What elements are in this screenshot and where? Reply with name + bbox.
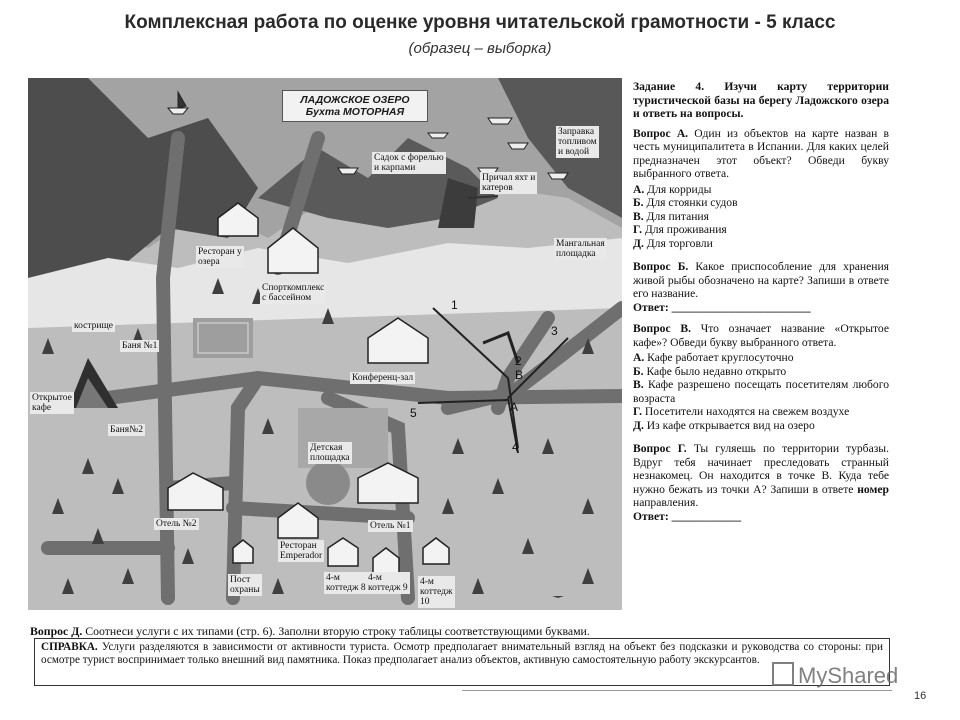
option-letter: Г. <box>633 405 642 418</box>
option-text: Для питания <box>643 209 709 223</box>
option-text: Кафе работает круглосуточно <box>644 351 794 364</box>
question-g-tail: направления. <box>633 496 699 509</box>
label-conference-hall: Конференц-зал <box>352 373 414 383</box>
question-a-option[interactable] <box>633 237 889 251</box>
label-kids-ground: Детская площадка <box>310 443 350 463</box>
option-text: Для стоянки судов <box>643 196 738 209</box>
tourist-base-map <box>28 78 622 610</box>
option-text: Из кафе открывается вид на озеро <box>643 418 815 432</box>
page-subtitle: (образец – выборка) <box>408 40 552 57</box>
question-b <box>633 260 889 314</box>
question-v-head: Вопрос В. <box>633 322 691 335</box>
lake-title-line2: Бухта МОТОРНАЯ <box>305 106 405 118</box>
option-letter: В. <box>633 378 644 391</box>
option-letter: Г. <box>633 223 642 236</box>
question-d-text: Соотнеси услуги с их типами (стр. 6). Заполни вторую строку таблицы соответствующими буквами. <box>82 624 590 638</box>
question-d-head: Вопрос Д. <box>30 624 83 638</box>
question-v <box>633 322 889 349</box>
label-hotel-1: Отель №1 <box>370 521 411 531</box>
label-grill: Мангальная площадка <box>556 239 605 259</box>
question-v-option[interactable] <box>633 365 889 379</box>
question-a-head: Вопрос А. <box>633 126 689 140</box>
option-text: Для торговли <box>643 236 713 250</box>
option-text: Для корриды <box>644 182 712 196</box>
reference-text: Услуги разделяются в зависимости от активности туриста. Осмотр предполагает внимательный взгляд на объект без подсказки и руководства со стороны: при осмотре турист воспринимает только внешний вид памятника. Показ предполагает анализ объектов, активную самостоятельную работу экскурсантов. <box>41 641 883 666</box>
sport-court <box>193 318 253 358</box>
question-a-option[interactable] <box>633 196 889 210</box>
watermark-logo-icon <box>772 662 794 686</box>
question-v-option[interactable] <box>633 351 889 365</box>
question-g-head: Вопрос Г. <box>633 442 687 455</box>
point-3: 3 <box>551 324 558 338</box>
label-restaurant-emperador: Ресторан Emperador <box>280 541 323 561</box>
label-open-cafe: Открытое кафе <box>32 393 72 413</box>
map-drawing <box>28 78 622 610</box>
watermark <box>772 662 898 689</box>
option-letter: В. <box>633 209 644 223</box>
lake-title-line1: ЛАДОЖСКОЕ ОЗЕРО <box>300 94 410 106</box>
page-number: 16 <box>914 690 927 702</box>
option-letter: Б. <box>633 196 644 209</box>
question-g-answer[interactable]: Ответ: ____________ <box>633 509 742 523</box>
reference-box <box>34 638 890 686</box>
questions-column <box>633 80 889 529</box>
option-letter: Д. <box>633 236 644 250</box>
question-g <box>633 442 889 523</box>
point-4: 4 <box>512 440 519 454</box>
question-v-options <box>633 351 889 432</box>
option-text: Посетители находятся на свежем воздухе <box>641 405 850 418</box>
label-security-post: Пост охраны <box>230 575 260 595</box>
point-a: А <box>510 400 519 414</box>
question-d <box>30 624 890 639</box>
label-cottage-8: 4-м коттедж 8 <box>326 573 366 593</box>
question-g-bold: номер <box>857 482 889 496</box>
question-b-text: Какое приспособление для хранения живой рыбы обозначено на карте? Запиши в ответе его название. <box>633 260 890 300</box>
option-letter: А. <box>633 351 645 364</box>
label-bath-1: Баня №1 <box>122 341 158 351</box>
question-a <box>633 127 889 181</box>
label-sport-complex: Спорткомплекс с бассейном <box>262 283 325 303</box>
question-a-options <box>633 183 889 251</box>
question-v-option[interactable] <box>633 405 889 419</box>
label-fuel: Заправка топливом и водой <box>558 127 597 157</box>
option-text: Для проживания <box>641 223 727 236</box>
question-g-text: Ты гуляешь по территории турбазы. Вдруг тебя начинает преследовать странный незнакомец. Он находится в точке В. Куда тебе нужно бежать из точки А? Запиши в ответе <box>633 442 889 496</box>
reference-head: СПРАВКА. <box>41 641 98 653</box>
label-bath-2: Баня№2 <box>110 425 143 435</box>
footer-divider <box>462 690 892 691</box>
question-b-head: Вопрос Б. <box>633 260 689 273</box>
label-restaurant-lake: Ресторан у озера <box>198 247 242 267</box>
label-pier: Причал яхт и катеров <box>482 173 536 193</box>
label-fish-cage: Садок с форелью и карпами <box>374 153 444 173</box>
option-letter: А. <box>633 182 645 196</box>
label-campfire: кострище <box>74 321 113 331</box>
option-letter: Д. <box>633 418 644 432</box>
question-a-option[interactable] <box>633 210 889 224</box>
question-v-text: Что означает название «Открытое кафе»? Обведи букву выбранного ответа. <box>633 322 889 349</box>
page-title: Комплексная работа по оценке уровня читательской грамотности - 5 класс <box>124 12 836 33</box>
task-intro: Задание 4. Изучи карту территории туристической базы на берегу Ладожского озера и ответь на вопросы. <box>633 80 889 120</box>
point-1: 1 <box>451 298 458 312</box>
question-a-option[interactable] <box>633 223 889 237</box>
label-cottage-10: 4-м коттедж 10 <box>420 577 453 607</box>
label-cottage-9: 4-м коттедж 9 <box>368 573 408 593</box>
question-v-option[interactable] <box>633 378 889 405</box>
question-v-option[interactable] <box>633 419 889 433</box>
point-b: В <box>515 368 524 382</box>
question-a-option[interactable] <box>633 183 889 197</box>
question-b-answer[interactable]: Ответ: ________________________ <box>633 300 811 314</box>
option-text: Кафе было недавно открыто <box>643 364 787 378</box>
question-a-text: Один из объектов на карте назван в честь муниципалитета в Испании. Для каких целей предназначен этот объект? Обведи букву выбранного ответа. <box>633 126 889 180</box>
point-5: 5 <box>410 406 417 420</box>
option-text: Кафе разрешено посещать посетителям любого возраста <box>633 378 889 405</box>
label-hotel-2: Отель №2 <box>156 519 197 529</box>
watermark-text: MyShared <box>798 663 899 688</box>
fountain <box>306 461 350 505</box>
point-2: 2 <box>515 354 522 368</box>
option-letter: Б. <box>633 364 644 378</box>
lake-title <box>282 90 428 122</box>
